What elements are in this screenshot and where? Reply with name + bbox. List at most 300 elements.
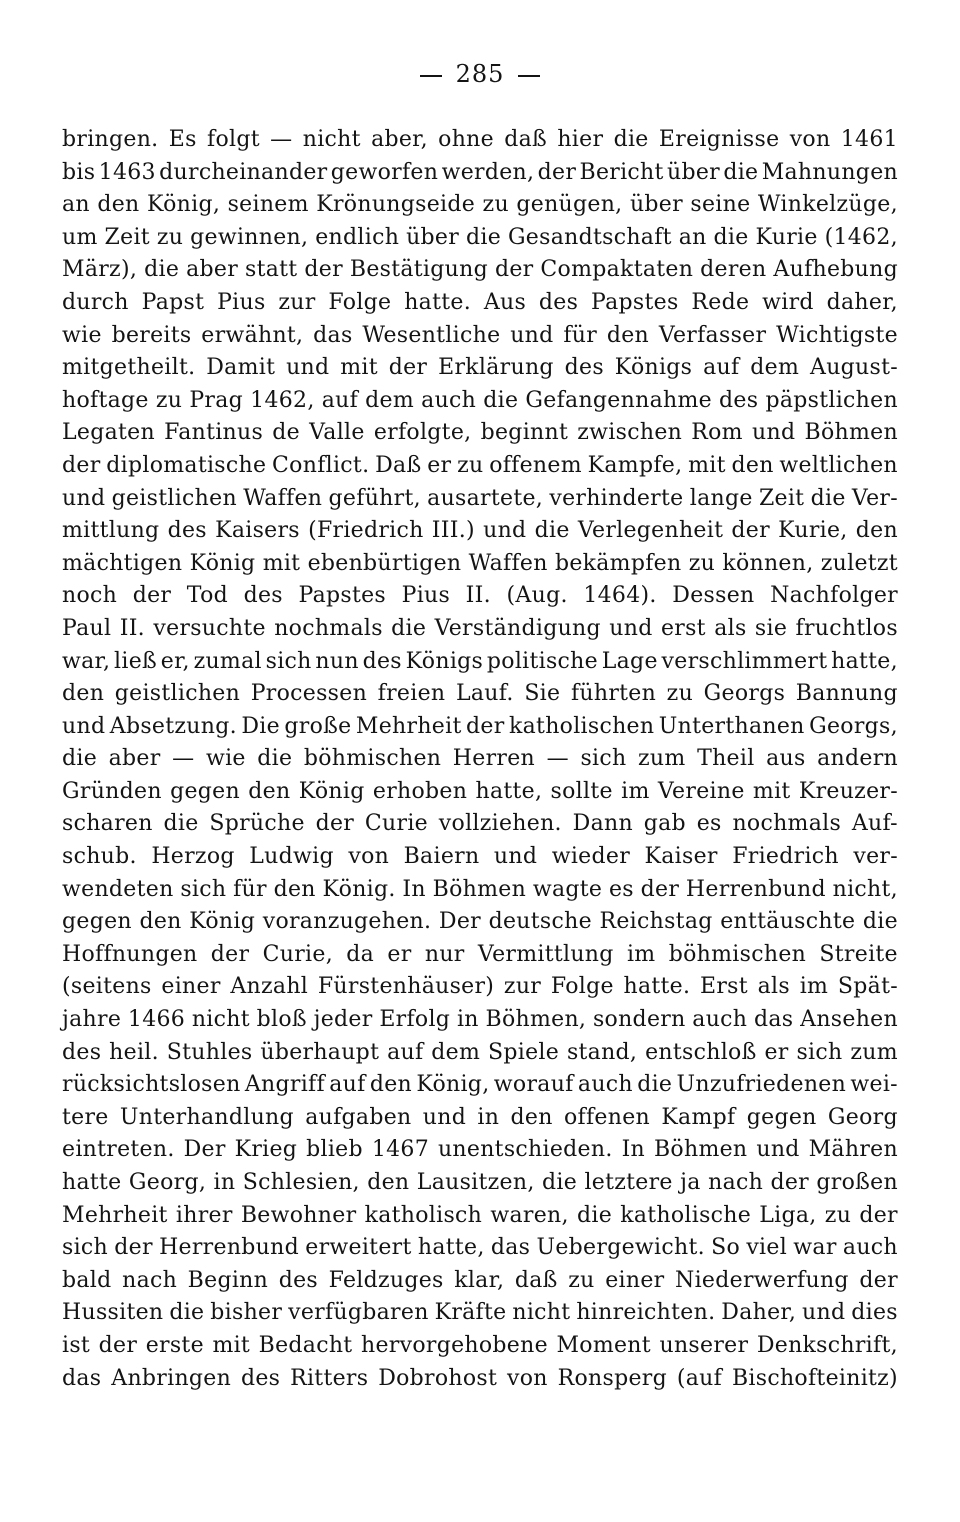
word: die — [257, 746, 293, 772]
word: worauf — [493, 1072, 574, 1098]
word: ließ — [114, 648, 158, 674]
word: II. — [465, 583, 491, 609]
word: Ver- — [851, 485, 898, 511]
word: erfolgte, — [373, 420, 472, 446]
word: bereits — [111, 322, 192, 348]
text-line — [62, 1265, 898, 1298]
word: 1461 — [840, 127, 898, 152]
word: Curie — [364, 811, 428, 837]
word: Bestätigung — [349, 257, 488, 283]
text-line — [62, 157, 898, 190]
word: der — [731, 518, 770, 544]
word: der — [388, 355, 428, 381]
word: zu — [568, 1267, 595, 1293]
word: des — [538, 289, 579, 315]
word: der — [98, 1332, 138, 1358]
word: verfügbaren — [288, 1300, 429, 1326]
word: im — [626, 941, 656, 967]
word: Uebergewicht. — [536, 1235, 705, 1261]
word: erste — [145, 1332, 204, 1358]
word: — — [546, 746, 569, 772]
word: können, — [722, 550, 814, 576]
word: zum — [638, 746, 686, 772]
word: mit — [752, 778, 791, 804]
word: 1467 — [371, 1137, 430, 1163]
word: böhmischen — [303, 746, 442, 772]
text-line — [62, 971, 898, 1004]
word: katholischen — [509, 713, 655, 739]
text-line — [62, 1200, 898, 1233]
word: das — [754, 1007, 794, 1033]
word: Folge — [328, 289, 392, 315]
word: hatte. — [623, 974, 691, 1000]
word: sich — [265, 648, 312, 674]
word: Bericht — [579, 159, 664, 185]
text-line — [62, 646, 898, 679]
word: heil. — [109, 1039, 159, 1065]
word: Sprüche — [209, 811, 305, 837]
word: eintreten. — [62, 1137, 175, 1163]
word: Kreuzer- — [798, 778, 898, 804]
word: beginnt — [480, 420, 569, 446]
word: daß — [504, 127, 548, 152]
word: überhaupt — [260, 1039, 380, 1065]
word: Daher, — [721, 1300, 797, 1326]
word: gegen — [746, 1104, 817, 1130]
word: Niederwerfung — [675, 1267, 849, 1293]
word: viel — [746, 1235, 788, 1261]
word: Papstes — [591, 289, 679, 315]
word: bringen. — [62, 127, 159, 152]
word: andern — [817, 746, 898, 772]
word: verschlimmert — [661, 648, 828, 674]
word: ohne — [438, 127, 494, 152]
word: er — [764, 1039, 789, 1065]
word: der — [114, 1235, 153, 1261]
word: Daß — [375, 452, 422, 478]
word: Erst — [700, 974, 748, 1000]
word: Georg, — [128, 1170, 207, 1195]
word: den — [510, 1104, 553, 1130]
word: voranzugehen. — [262, 909, 432, 935]
word: König. — [322, 876, 396, 902]
word: Ludwig — [249, 844, 334, 870]
word: geistlichen — [114, 681, 241, 707]
word: sich — [62, 1235, 109, 1261]
word: Anbringen — [111, 1365, 232, 1391]
word: ausartete, — [427, 485, 544, 511]
word: Lausitzen, — [416, 1170, 535, 1195]
word: nur — [424, 941, 465, 967]
word: Der — [183, 1137, 226, 1163]
word: und — [802, 1300, 846, 1326]
word: päpstlichen — [765, 387, 898, 413]
word: hervorgehobene — [361, 1332, 548, 1358]
word: sich — [180, 876, 227, 902]
text-line — [62, 1037, 898, 1070]
word: Kräfte — [434, 1300, 507, 1326]
word: offenem — [489, 452, 582, 478]
word: des — [564, 355, 604, 381]
word: entschloß — [645, 1039, 757, 1065]
word: mitgetheilt. — [62, 355, 196, 381]
word: in — [456, 1007, 479, 1033]
word: hatte — [62, 1170, 122, 1195]
word: seine — [690, 192, 751, 218]
word: deutsche — [488, 909, 592, 935]
text-line — [62, 1069, 898, 1102]
word: Ereignisse — [658, 127, 780, 152]
word: nicht, — [832, 876, 898, 902]
word: ver- — [853, 844, 898, 870]
word: und — [609, 615, 653, 641]
text-line — [62, 1297, 898, 1330]
text-line — [62, 124, 898, 157]
word: Aufhebung — [773, 257, 898, 283]
word: Streite — [819, 941, 898, 967]
word: geistlichen — [111, 485, 237, 511]
word: und — [756, 1137, 800, 1163]
word: dies — [851, 1300, 898, 1326]
word: jahre — [62, 1007, 122, 1033]
word: auf — [321, 387, 359, 413]
word: Papst — [141, 289, 205, 315]
word: daß — [514, 1267, 558, 1293]
word: zu — [155, 387, 183, 413]
word: nochmals — [732, 811, 842, 837]
word: einer — [161, 974, 221, 1000]
word: die — [576, 1202, 613, 1228]
word: ja — [680, 1170, 701, 1195]
word: auch — [842, 1235, 898, 1261]
word: III.) — [431, 518, 475, 544]
word: sondern — [592, 1007, 686, 1033]
word: Fürstenhäuser) — [317, 974, 495, 1000]
word: durcheinander — [159, 159, 328, 185]
word: Unzufriedenen — [676, 1072, 847, 1098]
text-line — [62, 1167, 898, 1200]
text-line — [62, 939, 898, 972]
word: Curie, — [262, 941, 333, 967]
word: ebenbürtigen — [307, 550, 462, 576]
word: wird — [762, 289, 814, 315]
page-header — [0, 58, 960, 90]
word: ist — [62, 1332, 91, 1358]
word: mit — [688, 452, 726, 478]
word: die — [169, 1300, 205, 1326]
word: Böhmen, — [485, 1007, 587, 1033]
word: aber, — [371, 127, 428, 152]
text-line — [62, 1232, 898, 1265]
word: sie — [754, 615, 788, 641]
word: Beginn — [187, 1267, 269, 1293]
word: Die — [241, 713, 280, 739]
word: (seitens — [62, 974, 152, 1000]
word: des — [167, 518, 207, 544]
word: lange — [689, 485, 753, 511]
word: die — [465, 224, 502, 250]
word: von — [507, 1365, 548, 1391]
word: zwischen — [577, 420, 683, 446]
word: Pius — [401, 583, 451, 609]
word: stand, — [566, 1039, 638, 1065]
word: nun — [315, 648, 359, 674]
word: freien — [377, 681, 446, 707]
word: So — [711, 1235, 741, 1261]
word: der — [62, 452, 101, 478]
word: Königs — [614, 355, 693, 381]
text-line — [62, 613, 898, 646]
word: aus — [766, 746, 806, 772]
word: der — [494, 257, 534, 283]
word: war, — [62, 648, 111, 674]
word: des — [243, 583, 283, 609]
word: der — [770, 1170, 809, 1195]
word: hoftage — [62, 387, 149, 413]
word: Kampfe, — [587, 452, 683, 478]
word: Pius — [217, 289, 266, 315]
word: da — [346, 941, 375, 967]
text-line — [62, 385, 898, 418]
word: Erklärung — [438, 355, 554, 381]
word: Es — [168, 127, 197, 152]
text-line — [62, 1102, 898, 1135]
word: Winkelzüge, — [757, 192, 898, 218]
text-line — [62, 1363, 898, 1396]
word: für — [233, 876, 267, 902]
word: den — [606, 322, 650, 348]
word: er, — [160, 648, 190, 674]
word: die — [810, 485, 846, 511]
word: den — [139, 909, 182, 935]
word: (Friedrich — [308, 518, 424, 544]
text-line — [62, 874, 898, 907]
word: Liga, — [759, 1202, 817, 1228]
word: unserer — [659, 1332, 749, 1358]
word: führten — [570, 681, 657, 707]
word: Dann — [572, 811, 633, 837]
word: Verlegenheit — [577, 518, 724, 544]
word: die — [534, 518, 570, 544]
word: mächtigen — [62, 550, 183, 576]
word: Ritters — [290, 1365, 369, 1391]
page-number: 285 — [455, 60, 505, 88]
word: wagte — [532, 876, 603, 902]
word: und — [510, 322, 554, 348]
text-line — [62, 1330, 898, 1363]
word: bekämpfen — [554, 550, 682, 576]
word: Böhmen — [804, 420, 898, 446]
word: als — [714, 615, 747, 641]
word: hatte, — [831, 648, 898, 674]
word: Georgs — [703, 681, 786, 707]
word: dem — [750, 355, 800, 381]
word: Mahnungen — [761, 159, 898, 185]
word: — — [172, 746, 195, 772]
word: bald — [62, 1267, 112, 1293]
word: im — [799, 974, 829, 1000]
word: dem — [365, 387, 415, 413]
word: Kurie — [755, 224, 818, 250]
word: enttäuschte — [720, 909, 856, 935]
word: über — [406, 224, 460, 250]
word: offenen — [564, 1104, 651, 1130]
word: um — [62, 224, 98, 250]
word: Dessen — [672, 583, 755, 609]
word: der — [304, 257, 343, 283]
word: wie — [62, 322, 102, 348]
word: zu — [824, 1202, 852, 1228]
word: des — [240, 1365, 281, 1391]
word: Hoffnungen — [62, 941, 198, 967]
word: Processen — [250, 681, 368, 707]
text-line — [62, 189, 898, 222]
text-line — [62, 776, 898, 809]
word: die — [713, 224, 749, 250]
word: zuletzt — [820, 550, 898, 576]
word: Hussiten — [62, 1300, 164, 1326]
word: König, — [416, 1072, 490, 1098]
word: das — [313, 322, 353, 348]
word: Auf- — [851, 811, 898, 837]
word: versuchte — [153, 615, 266, 641]
text-line — [62, 483, 898, 516]
word: aufgaben — [305, 1104, 412, 1130]
left-dash — [420, 75, 442, 77]
word: Unterhandlung — [119, 1104, 294, 1130]
word: Lage — [601, 648, 658, 674]
right-dash — [518, 75, 540, 77]
word: es — [608, 876, 634, 902]
word: scharen — [62, 811, 153, 837]
text-line — [62, 743, 898, 776]
word: Waffen — [468, 550, 548, 576]
word: Reichstag — [599, 909, 713, 935]
word: Gründen — [62, 778, 162, 804]
word: geworfen — [330, 159, 439, 185]
word: der — [640, 876, 680, 902]
word: diplomatische — [106, 452, 267, 478]
word: des — [278, 1267, 318, 1293]
word: Herrenbund — [159, 1235, 299, 1261]
text-line — [62, 1134, 898, 1167]
word: erhoben — [372, 778, 468, 804]
word: geführt, — [328, 485, 421, 511]
word: er — [427, 452, 452, 478]
word: König, — [146, 192, 221, 218]
word: die — [483, 387, 519, 413]
word: In — [621, 1137, 646, 1163]
word: nochmals — [274, 615, 383, 641]
word: als — [757, 974, 790, 1000]
word: Bannung — [795, 681, 898, 707]
text-line — [62, 287, 898, 320]
word: den — [731, 452, 774, 478]
word: nicht — [512, 1300, 571, 1326]
word: Kaisers — [215, 518, 300, 544]
word: Theil — [697, 746, 755, 772]
word: und — [483, 518, 527, 544]
word: König — [189, 550, 256, 576]
word: von — [789, 127, 831, 152]
word: der — [859, 1267, 898, 1293]
word: Angriff — [244, 1072, 325, 1098]
text-line — [62, 808, 898, 841]
word: und — [62, 713, 106, 739]
word: blieb — [306, 1137, 363, 1163]
word: zur — [503, 974, 542, 1000]
word: Schlesien, — [242, 1170, 360, 1195]
text-line — [62, 515, 898, 548]
word: von — [348, 844, 390, 870]
word: über — [629, 192, 683, 218]
text-line — [62, 678, 898, 711]
word: Verfasser — [658, 322, 767, 348]
text-line — [62, 450, 898, 483]
word: bisher — [210, 1300, 283, 1326]
word: zu — [666, 681, 694, 707]
word: 1464). — [583, 583, 657, 609]
word: und — [286, 355, 330, 381]
word: Compaktaten — [540, 257, 694, 283]
word: an — [62, 192, 90, 218]
word: Papstes — [298, 583, 387, 609]
word: der — [466, 713, 505, 739]
word: mit — [212, 1332, 251, 1358]
text-line — [62, 352, 898, 385]
word: Dobrohost — [378, 1365, 498, 1391]
word: große — [284, 713, 352, 739]
word: Conflict. — [272, 452, 370, 478]
word: Gesandtschaft — [507, 224, 672, 250]
word: Friedrich — [732, 844, 839, 870]
word: Herren — [452, 746, 536, 772]
word: Spiele — [488, 1039, 560, 1065]
word: auch — [577, 1072, 633, 1098]
word: aber — [108, 746, 161, 772]
word: hatte, — [417, 1235, 485, 1261]
word: endlich — [315, 224, 400, 250]
word: König — [298, 778, 365, 804]
word: Anzahl — [230, 974, 309, 1000]
word: August- — [810, 355, 898, 381]
word: sollte — [550, 778, 613, 804]
word: der — [859, 1202, 898, 1228]
word: Gefangennahme — [525, 387, 712, 413]
word: einer — [605, 1267, 665, 1293]
word: tere — [62, 1104, 109, 1130]
word: Georgs, — [809, 713, 898, 739]
word: an — [678, 224, 707, 250]
text-line — [62, 254, 898, 287]
word: mittlung — [62, 518, 160, 544]
word: verhinderte — [549, 485, 684, 511]
word: er — [387, 941, 412, 967]
word: Folge — [550, 974, 614, 1000]
word: letztere — [584, 1170, 673, 1195]
word: Zeit — [758, 485, 805, 511]
word: (auf — [676, 1365, 723, 1391]
word: folgt — [207, 127, 260, 152]
word: Feldzuges — [328, 1267, 444, 1293]
word: vollziehen. — [438, 811, 562, 837]
word: erst — [660, 615, 706, 641]
word: und — [493, 844, 538, 870]
word: Krieg — [234, 1137, 298, 1163]
text-line — [62, 580, 898, 613]
word: Bedacht — [258, 1332, 353, 1358]
word: sich — [580, 746, 627, 772]
